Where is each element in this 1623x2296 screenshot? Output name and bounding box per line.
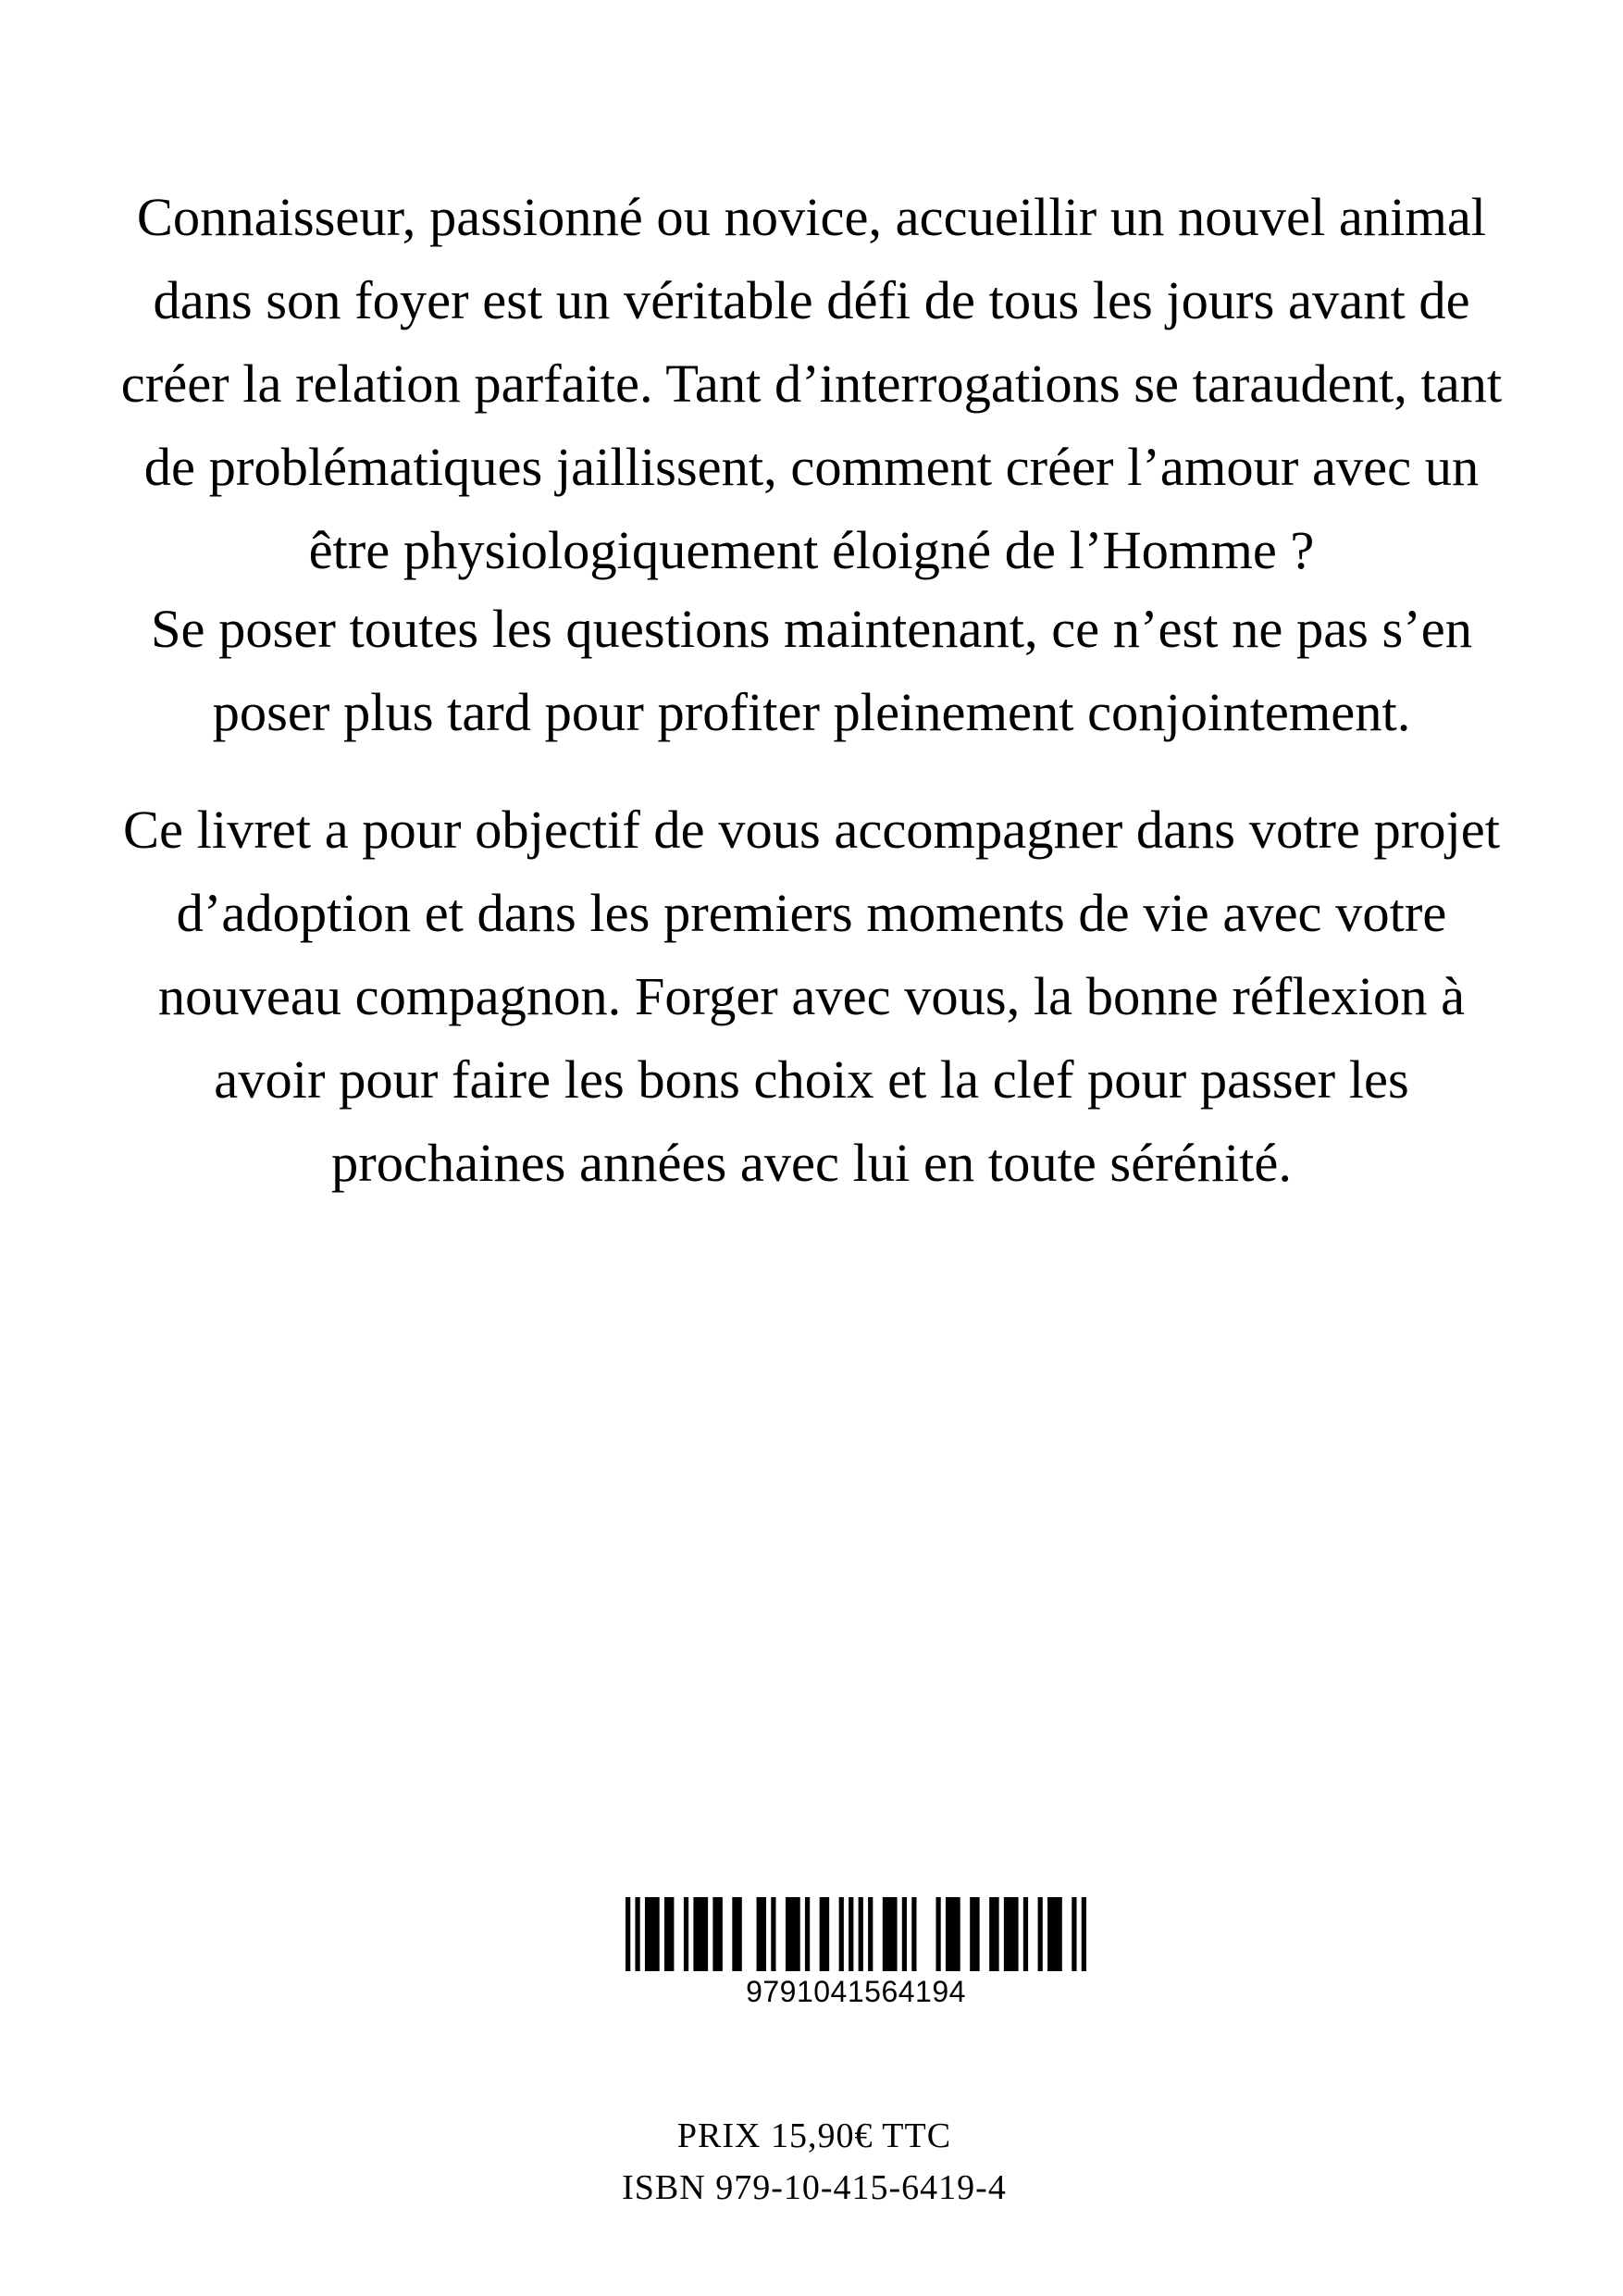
barcode-bar [859,1897,863,1971]
blurb-line: être physiologiquement éloigné de l’Homme ? [308,520,1315,580]
barcode-bar [626,1897,630,1971]
barcode-bar [693,1897,708,1971]
barcode-bar [645,1897,660,1971]
barcode-bar [839,1897,844,1971]
barcode-bar [732,1897,741,1971]
barcode-bar [1082,1897,1086,1971]
blurb-line: créer la relation parfaite. Tant d’interrogations se taraudent, tant [120,354,1503,414]
blurb-line: dans son foyer est un véritable défi de tous les jours avant de [153,270,1470,330]
blurb-line: avoir pour faire les bons choix et la clef pour passer les [214,1049,1409,1110]
blurb-paragraph-1 [37,176,1586,592]
blurb-line: nouveau compagnon. Forger avec vous, la bonne réflexion à [157,966,1466,1026]
isbn-label: ISBN 979-10-415-6419-4 [622,2168,1007,2207]
barcode-bar [635,1897,639,1971]
barcode-bar [771,1897,775,1971]
barcode-bar [935,1897,940,1971]
barcode-bar [911,1897,916,1971]
barcode-bar [820,1897,829,1971]
barcode-bar [805,1897,810,1971]
blurb-line: Ce livret a pour objectif de vous accompagner dans votre projet [123,800,1500,860]
barcode-bar [902,1897,907,1971]
barcode-bar [1072,1897,1076,1971]
barcode-bar [1023,1897,1028,1971]
blurb-line: Se poser toutes les questions maintenant, ce n’est ne pas s’en [150,599,1473,659]
barcode-bar [849,1897,853,1971]
barcode-bar [1047,1897,1062,1971]
barcode-bar [786,1897,800,1971]
barcode-bar [970,1897,979,1971]
blurb-line: de problématiques jaillissent, comment créer l’amour avec un [143,437,1480,497]
blurb-line: Connaisseur, passionné ou novice, accueillir un nouvel animal [136,187,1487,247]
barcode-number: 9791041564194 [746,1975,966,2008]
barcode-bar [989,1897,998,1971]
barcode-bar [684,1897,688,1971]
barcode-bar [664,1897,674,1971]
blurb-line: poser plus tard pour profiter pleinement conjointement. [212,682,1411,742]
barcode-bar [946,1897,960,1971]
blurb-paragraph-3 [37,788,1586,1205]
barcode-bar [1038,1897,1043,1971]
blurb-paragraph-2 [37,588,1586,754]
blurb-line: d’adoption et dans les premiers moments de vie avec votre [176,883,1447,943]
price-label: PRIX 15,90€ TTC [676,2116,952,2155]
barcode-bars [626,1897,1086,1971]
barcode-bar [868,1897,873,1971]
barcode-bar [883,1897,898,1971]
barcode-bar [1004,1897,1019,1971]
barcode-bar [757,1897,766,1971]
barcode-bar [712,1897,722,1971]
blurb-line: prochaines années avec lui en toute sérénité. [331,1133,1292,1193]
